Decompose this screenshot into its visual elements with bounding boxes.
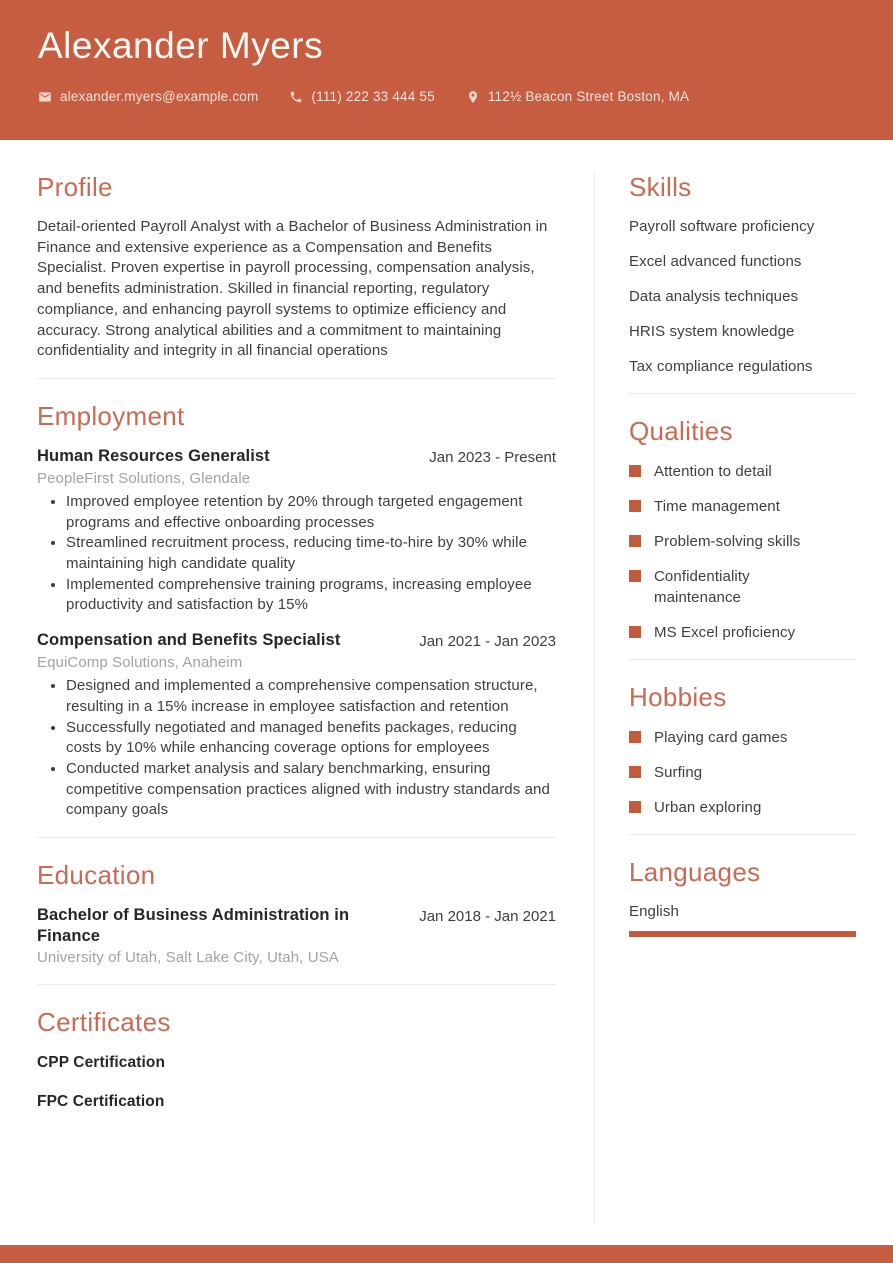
section-profile bbox=[37, 173, 556, 362]
languages-title: Languages bbox=[629, 857, 761, 887]
phone-icon bbox=[289, 90, 303, 104]
job-header bbox=[37, 446, 556, 468]
education-degree: Bachelor of Business Administration in Finance bbox=[37, 906, 350, 946]
contact-phone-text: (111) 222 33 444 55 bbox=[311, 89, 435, 104]
square-bullet-icon bbox=[629, 465, 641, 477]
profile-text: Detail-oriented Payroll Analyst with a Bachelor of Business Administration in Finance and extensive experience as a Compensation and Benefits Specialist. Proven expertise in payroll processing, compensation analysis, and benefits administration. Skilled in financial reporting, regulatory compliance, and enhancing payroll systems to optimize efficiency and accuracy. Strong analytical abilities and a commitment to maintaining confidentiality and integrity in all financial operations bbox=[37, 218, 548, 360]
quality-item: MS Excel proficiency bbox=[629, 622, 856, 643]
skill-item: Excel advanced functions bbox=[629, 253, 802, 270]
contact-phone bbox=[289, 89, 434, 104]
job-entry bbox=[37, 630, 556, 821]
column-divider bbox=[594, 172, 595, 1223]
section-divider bbox=[37, 378, 556, 379]
contact-row bbox=[38, 89, 689, 104]
square-bullet-icon bbox=[629, 570, 641, 582]
square-bullet-icon bbox=[629, 766, 641, 778]
job-role: Human Resources Generalist bbox=[37, 446, 270, 465]
section-certificates bbox=[37, 1008, 556, 1111]
skills-title: Skills bbox=[629, 172, 692, 202]
job-bullet-list bbox=[37, 676, 556, 821]
contact-email bbox=[38, 89, 258, 104]
job-company: PeopleFirst Solutions, Glendale bbox=[37, 469, 251, 487]
contact-address-text: 112½ Beacon Street Boston, MA bbox=[487, 89, 690, 104]
section-qualities bbox=[629, 417, 856, 643]
main-column bbox=[37, 140, 556, 1132]
quality-item: Problem-solving skills bbox=[629, 531, 856, 552]
job-bullet: • Conducted market analysis and salary benchmarking, ensuring competitive compensation practices aligned with industry standards and company goals bbox=[66, 759, 556, 821]
section-hobbies bbox=[629, 683, 856, 818]
job-company: EquiComp Solutions, Anaheim bbox=[37, 654, 243, 672]
qualities-list bbox=[629, 461, 856, 643]
hobby-item: Surfing bbox=[629, 762, 856, 783]
employment-title: Employment bbox=[37, 400, 185, 431]
hobbies-title: Hobbies bbox=[629, 682, 727, 712]
certificate-item: FPC Certification bbox=[37, 1093, 165, 1111]
square-bullet-icon bbox=[629, 801, 641, 813]
sidebar-column bbox=[629, 140, 856, 937]
section-divider bbox=[629, 659, 856, 660]
job-bullet-list bbox=[37, 492, 556, 616]
education-school: University of Utah, Salt Lake City, Utah, USA bbox=[37, 949, 339, 967]
resume-header bbox=[0, 0, 893, 140]
job-bullet: • Implemented comprehensive training programs, increasing employee productivity and satisfaction by 15% bbox=[66, 575, 556, 616]
skill-item: Data analysis techniques bbox=[629, 288, 799, 305]
job-entry bbox=[37, 446, 556, 616]
square-bullet-icon bbox=[629, 535, 641, 547]
certificate-item: CPP Certification bbox=[37, 1054, 166, 1072]
education-dates: Jan 2018 - Jan 2021 bbox=[419, 908, 556, 926]
education-title: Education bbox=[37, 860, 156, 891]
job-bullet: • Successfully negotiated and managed benefits packages, reducing costs by 10% while enhancing coverage options for employees bbox=[66, 718, 556, 759]
location-icon bbox=[466, 90, 480, 104]
job-bullet: • Improved employee retention by 20% through targeted engagement programs and effective onboarding processes bbox=[66, 492, 556, 533]
job-role: Compensation and Benefits Specialist bbox=[37, 631, 341, 650]
language-name: English bbox=[629, 903, 679, 920]
contact-email-text: alexander.myers@example.com bbox=[60, 89, 259, 104]
job-header bbox=[37, 630, 556, 652]
qualities-title: Qualities bbox=[629, 416, 733, 446]
section-divider bbox=[37, 837, 556, 838]
hobbies-list bbox=[629, 727, 856, 818]
candidate-name: Alexander Myers bbox=[38, 25, 324, 66]
job-dates: Jan 2023 - Present bbox=[429, 448, 556, 466]
section-divider bbox=[629, 393, 856, 394]
skills-list bbox=[629, 217, 856, 377]
square-bullet-icon bbox=[629, 731, 641, 743]
job-bullet: • Streamlined recruitment process, reducing time-to-hire by 30% while maintaining high candidate quality bbox=[66, 533, 556, 574]
section-divider bbox=[37, 984, 556, 985]
education-header bbox=[37, 905, 556, 947]
certificates-title: Certificates bbox=[37, 1007, 171, 1038]
skill-item: Tax compliance regulations bbox=[629, 358, 813, 375]
email-icon bbox=[38, 90, 52, 104]
footer-accent-bar bbox=[0, 1245, 893, 1263]
skill-item: HRIS system knowledge bbox=[629, 323, 795, 340]
hobby-item: Urban exploring bbox=[629, 797, 856, 818]
quality-item: Attention to detail bbox=[629, 461, 856, 482]
section-employment bbox=[37, 402, 556, 821]
contact-address bbox=[466, 89, 689, 104]
profile-title: Profile bbox=[37, 172, 113, 202]
job-dates: Jan 2021 - Jan 2023 bbox=[419, 633, 556, 651]
skill-item: Payroll software proficiency bbox=[629, 218, 815, 235]
hobby-item: Playing card games bbox=[629, 727, 856, 748]
quality-item: Confidentiality maintenance bbox=[629, 566, 856, 608]
section-divider bbox=[629, 834, 856, 835]
language-level-bar bbox=[629, 931, 856, 937]
section-languages bbox=[629, 858, 856, 937]
square-bullet-icon bbox=[629, 500, 641, 512]
quality-item: Time management bbox=[629, 496, 856, 517]
square-bullet-icon bbox=[629, 626, 641, 638]
section-education bbox=[37, 861, 556, 968]
section-skills bbox=[629, 173, 856, 377]
job-bullet: • Designed and implemented a comprehensive compensation structure, resulting in a 15% increase in employee satisfaction and retention bbox=[66, 676, 556, 717]
